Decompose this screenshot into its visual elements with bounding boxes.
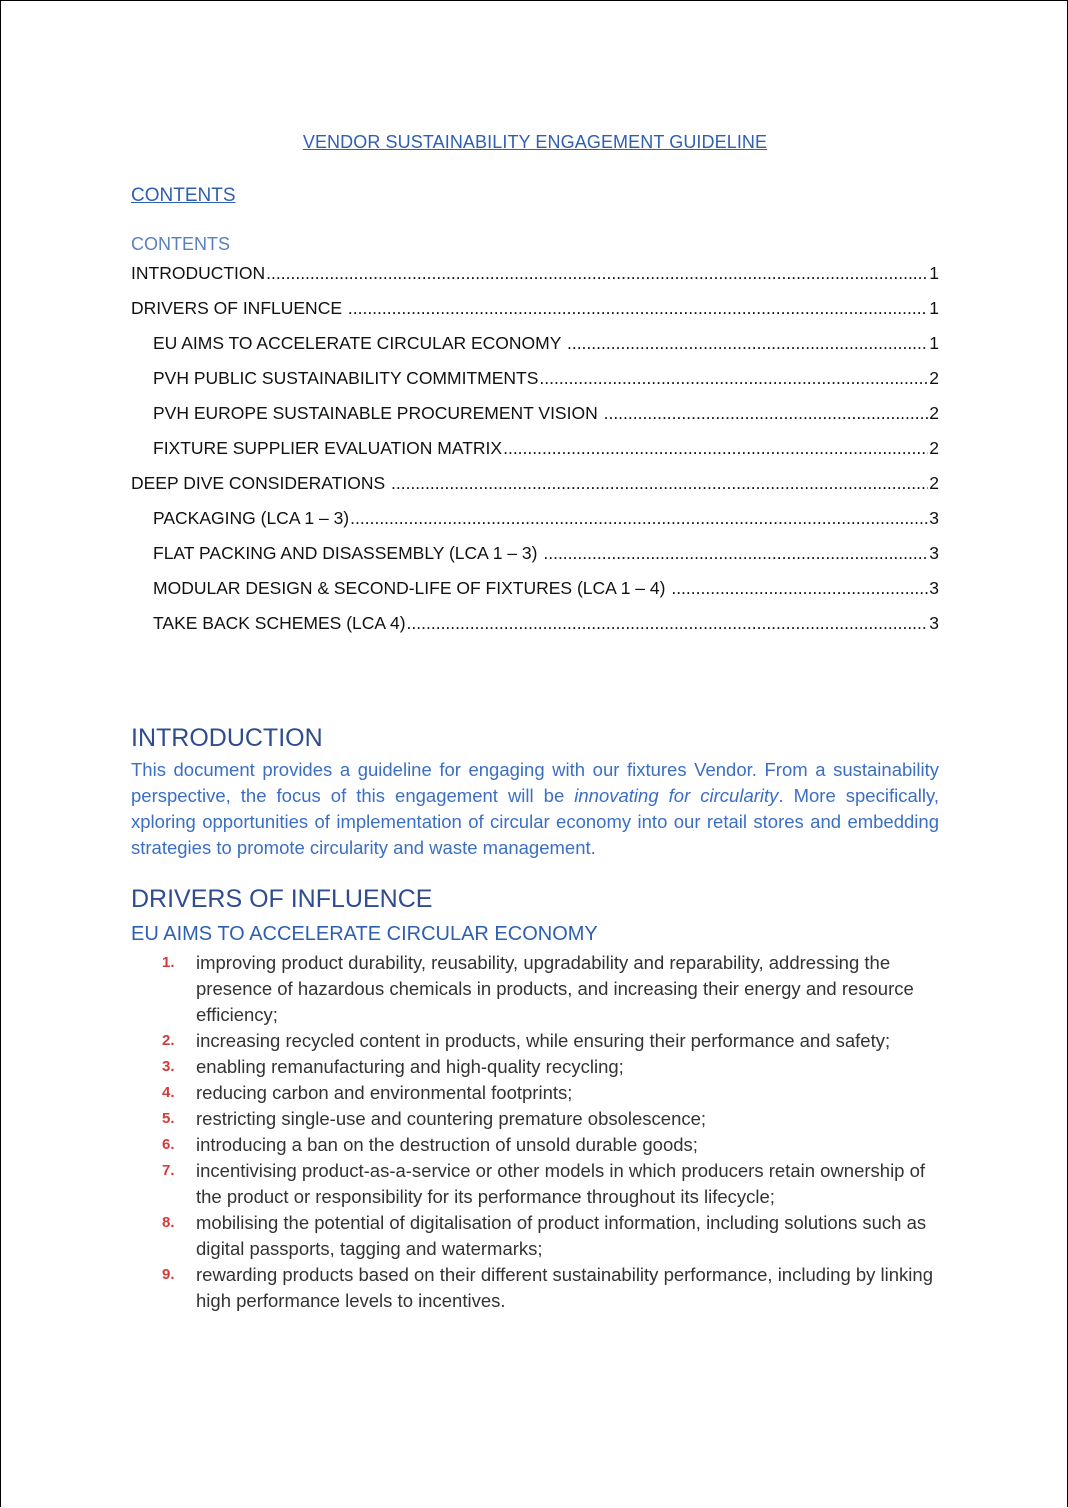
toc-page-number: 1 xyxy=(929,263,939,283)
toc-entry[interactable] xyxy=(131,539,939,574)
toc-entry-label: PVH EUROPE SUSTAINABLE PROCUREMENT VISION xyxy=(153,403,603,423)
toc-entry[interactable] xyxy=(131,294,939,329)
list-item-text: introducing a ban on the destruction of unsold durable goods; xyxy=(196,1134,698,1155)
toc-page-number: 2 xyxy=(929,438,939,458)
list-item xyxy=(162,1028,942,1054)
list-item xyxy=(162,950,942,1028)
list-item-text: incentivising product-as-a-service or other models in which producers retain ownership of the product or responsibility for its performance throughout its lifecycle; xyxy=(196,1160,926,1207)
toc-entry[interactable] xyxy=(131,504,939,539)
list-item xyxy=(162,1054,942,1080)
toc-entry[interactable] xyxy=(131,609,939,644)
intro-text-emphasis: innovating for circularity xyxy=(574,785,779,806)
toc-entry[interactable] xyxy=(131,329,939,364)
toc-leader-dots xyxy=(407,609,929,637)
toc-entry-label: EU AIMS TO ACCELERATE CIRCULAR ECONOMY xyxy=(153,333,566,353)
toc-leader-dots xyxy=(604,399,929,427)
list-item-number: 2. xyxy=(162,1032,175,1049)
toc-entry[interactable] xyxy=(131,574,939,609)
list-item-number: 1. xyxy=(162,954,175,971)
list-item-text: mobilising the potential of digitalisation of product information, including solutions such as digital passports, tagging and watermarks; xyxy=(196,1212,927,1259)
eu-aims-list xyxy=(162,950,942,1314)
intro-text-after: . More specifically, xploring opportunities of implementation of circular economy into our retail stores and embedding strategies to promote circularity and waste management. xyxy=(131,785,939,858)
contents-link[interactable]: CONTENTS xyxy=(131,185,236,206)
toc-entry[interactable] xyxy=(131,434,939,469)
toc-leader-dots xyxy=(348,294,928,322)
list-item-number: 4. xyxy=(162,1084,175,1101)
list-item xyxy=(162,1210,942,1262)
toc-entry-label: FIXTURE SUPPLIER EVALUATION MATRIX xyxy=(153,438,503,458)
list-item-number: 9. xyxy=(162,1266,175,1283)
list-item-number: 7. xyxy=(162,1162,175,1179)
toc-entry[interactable] xyxy=(131,259,939,294)
list-item-text: increasing recycled content in products, while ensuring their performance and safety; xyxy=(196,1030,891,1051)
list-item xyxy=(162,1158,942,1210)
toc-entry-label: PVH PUBLIC SUSTAINABILITY COMMITMENTS xyxy=(153,368,539,388)
list-item xyxy=(162,1262,942,1314)
toc-entry-label: MODULAR DESIGN & SECOND-LIFE OF FIXTURES (LCA 1 – 4) xyxy=(153,578,671,598)
list-item-number: 3. xyxy=(162,1058,175,1075)
toc-leader-dots xyxy=(391,469,928,497)
list-item-number: 5. xyxy=(162,1110,175,1127)
toc-page-number: 3 xyxy=(929,578,939,598)
toc-entry-label: TAKE BACK SCHEMES (LCA 4) xyxy=(153,613,406,633)
list-item-number: 8. xyxy=(162,1214,175,1231)
toc-entry-label: DEEP DIVE CONSIDERATIONS xyxy=(131,473,390,493)
toc-page-number: 2 xyxy=(929,368,939,388)
toc-page-number: 2 xyxy=(929,473,939,493)
toc-page-number: 2 xyxy=(929,403,939,423)
intro-text-before: This document provides a guideline for engaging with our fixtures Vendor. From a sustainability perspective, the focus of this engagement will be xyxy=(131,759,939,806)
toc-entry[interactable] xyxy=(131,399,939,434)
toc-entry-label: PACKAGING (LCA 1 – 3) xyxy=(153,508,350,528)
toc-entry-label: FLAT PACKING AND DISASSEMBLY (LCA 1 – 3) xyxy=(153,543,543,563)
toc-leader-dots xyxy=(266,259,928,287)
toc-page-number: 3 xyxy=(929,543,939,563)
introduction-heading: INTRODUCTION xyxy=(131,724,323,752)
toc-entry-label: DRIVERS OF INFLUENCE xyxy=(131,298,347,318)
toc-page-number: 3 xyxy=(929,613,939,633)
list-item xyxy=(162,1080,942,1106)
toc-entry[interactable] xyxy=(131,364,939,399)
list-item-text: enabling remanufacturing and high-quality recycling; xyxy=(196,1056,624,1077)
list-item-text: rewarding products based on their different sustainability performance, including by linking high performance levels to incentives. xyxy=(196,1264,933,1311)
toc-page-number: 3 xyxy=(929,508,939,528)
toc-leader-dots xyxy=(350,504,928,532)
eu-aims-subheading: EU AIMS TO ACCELERATE CIRCULAR ECONOMY xyxy=(131,923,598,945)
list-item-text: improving product durability, reusability, upgradability and reparability, addressing the presence of hazardous chemicals in products, and increasing their energy and resource efficiency; xyxy=(196,952,914,1025)
document-title[interactable]: VENDOR SUSTAINABILITY ENGAGEMENT GUIDELINE xyxy=(302,132,768,152)
toc-entry[interactable] xyxy=(131,469,939,504)
list-item-text: restricting single-use and countering premature obsolescence; xyxy=(196,1108,707,1129)
introduction-paragraph xyxy=(131,757,939,861)
list-item-text: reducing carbon and environmental footprints; xyxy=(196,1082,573,1103)
table-of-contents xyxy=(131,259,939,644)
list-item-number: 6. xyxy=(162,1136,175,1153)
drivers-heading: DRIVERS OF INFLUENCE xyxy=(131,885,433,913)
toc-page-number: 1 xyxy=(929,298,939,318)
toc-entry-label: INTRODUCTION xyxy=(131,263,266,283)
toc-leader-dots xyxy=(539,364,928,392)
toc-leader-dots xyxy=(567,329,928,357)
toc-leader-dots xyxy=(671,574,928,602)
toc-leader-dots xyxy=(543,539,928,567)
toc-heading: CONTENTS xyxy=(131,234,230,254)
list-item xyxy=(162,1132,942,1158)
list-item xyxy=(162,1106,942,1132)
toc-page-number: 1 xyxy=(929,333,939,353)
toc-leader-dots xyxy=(503,434,928,462)
